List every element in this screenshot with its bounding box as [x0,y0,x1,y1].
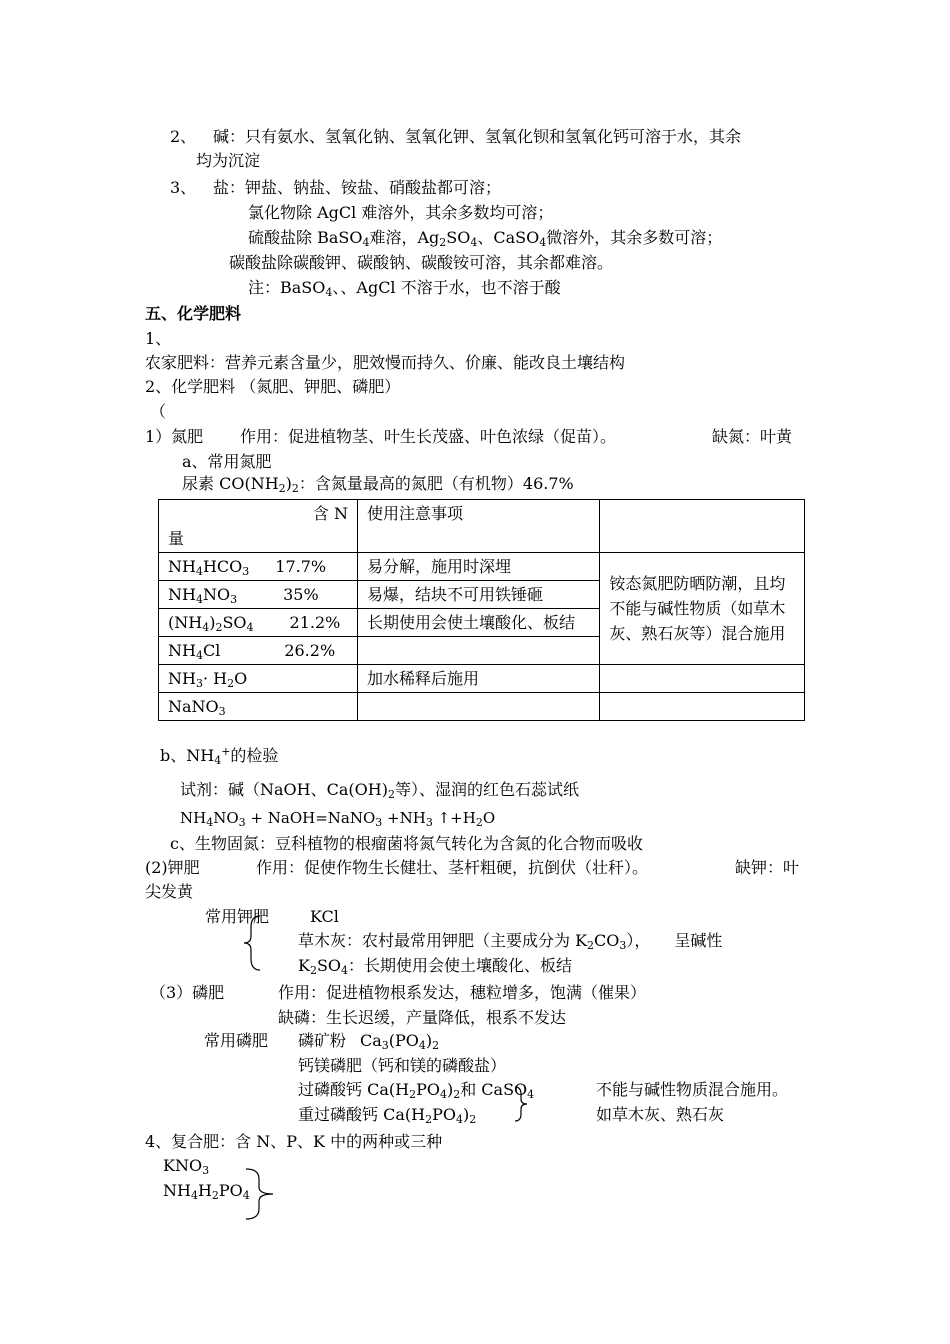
nitrogen-effect: 作用：促进植物茎、叶生长茂盛、叶色浓绿（促苗）。 [240,427,617,446]
table-head-blank [600,500,805,553]
chemical-fertilizer-line: 2、化学肥料 （氮肥、钾肥、磷肥） [145,377,401,396]
common-potassium-label: 常用钾肥 [205,907,270,926]
carbonate-line: 碳酸盐除碳酸钾、碳酸钠、碳酸铵可溶，其余都难溶。 [229,253,614,272]
base-solubility-line-cont: 均为沉淀 [196,151,261,170]
item1-number: 1、 [145,329,172,348]
compound-brace [243,1166,277,1222]
ammonium-test-reagent: 试剂：碱（NaOH、$Ca(OH)_2$等）、湿润的红色石蕊试纸 [180,780,579,801]
table-row: NaNO$_3$ [159,693,805,721]
insoluble-note: 注：BaSO$_4$、、AgCl 不溶于水，也不溶于酸 [248,278,561,299]
phosphorus-warning: 不能与碱性物质混合施用。 [596,1080,789,1099]
superphosphate-line: 过磷酸钙 $Ca(H_2PO_4)_2$和 CaSO$_4$ [298,1080,535,1101]
phosphorus-deficiency: 缺磷：生长迟缓，产量降低，根系不发达 [278,1008,567,1027]
farm-manure-line: 农家肥料：营养元素含量少，肥效慢而持久、价廉、能改良土壤结构 [145,353,626,372]
phosphorus-title: （3）磷肥 [150,983,225,1002]
bio-fixation-line: c、生物固氮：豆科植物的根瘤菌将氮气转化为含氮的化合物而吸收 [170,834,643,853]
table-head-notes: 使用注意事项 [357,500,599,553]
phosphorus-warning-example: 如草木灰、熟石灰 [596,1105,725,1124]
nitrogen-title: 1）氮肥 [145,427,204,446]
table-head-content: 含 N 量 [159,500,358,553]
k2so4-line: $K_2SO_4$：长期使用会使土壤酸化、板结 [298,956,573,977]
nitrogen-fertilizer-table [158,499,805,721]
salt-item-number: 3、 [170,178,197,197]
nh4h2po4-label: $NH_4H_2PO_4$ [163,1181,250,1202]
common-nitrogen-label: a、常用氮肥 [182,452,272,471]
section-heading: 五、化学肥料 [145,304,242,323]
phosphorus-brace [512,1085,530,1123]
common-phosphorus-label: 常用磷肥 [204,1031,269,1050]
ca-mg-phosphate-line: 钙镁磷肥（钙和镁的磷酸盐） [298,1056,507,1075]
chloride-line: 氯化物除 AgCl 难溶外，其余多数均可溶； [248,203,554,222]
triple-superphosphate-line: 重过磷酸钙 $Ca(H_2PO_4)_2$ [298,1105,477,1126]
table-row: $NH_3\cdot H_2O$ 加水稀释后施用 [159,665,805,693]
kno3-label: $KNO_3$ [163,1156,210,1177]
phosphate-rock-line: 磷矿粉 $Ca_3(PO_4)_2$ [298,1031,440,1052]
potassium-brace [240,914,264,972]
table-row: $NH_4Cl$ 26.2% [159,637,805,665]
open-paren: （ [150,402,167,421]
potassium-effect: 作用：促使作物生长健壮、茎杆粗硬，抗倒伏（壮秆）。 [256,858,649,877]
table-row: $NH_4HCO_3$ 17.7% 易分解，施用时深埋 铵态氮肥防晒防潮，且均不能与碱性物质（如草木灰、熟石灰等）混合施用 [159,553,805,581]
table-header-row [159,500,805,553]
table-row: $(NH_4)_2SO_4$ 21.2% 长期使用会使土壤酸化、板结 [159,609,805,637]
ammonium-test-title: b、$NH_4^+$的检验 [160,745,279,767]
ammonium-merged-note: 铵态氮肥防晒防潮，且均不能与碱性物质（如草木灰、熟石灰等）混合施用 [600,553,805,665]
kcl-label: KCl [310,907,339,926]
potassium-deficiency: 缺钾：叶 [735,858,800,877]
wood-ash-line: 草木灰：农村最常用钾肥（主要成分为 $K_2CO_3$）， 呈碱性 [298,931,723,952]
salt-solubility-line: 盐：钾盐、钠盐、铵盐、硝酸盐都可溶； [213,178,502,197]
potassium-deficiency-cont: 尖发黄 [145,882,194,901]
base-item-number: 2、 [170,127,197,146]
base-solubility-line: 碱：只有氨水、氢氧化钠、氢氧化钾、氢氧化钡和氢氧化钙可溶于水，其余 [213,127,742,146]
urea-line: 尿素 $CO(NH_2)_2$：含氮量最高的氮肥（有机物）46.7% [182,474,574,495]
phosphorus-effect: 作用：促进植物根系发达，穗粒增多，饱满（催果） [278,983,647,1002]
nitrogen-deficiency: 缺氮：叶黄 [712,427,793,446]
ammonium-test-equation: $NH_4NO_3$ + NaOH=NaNO$_3$ $+NH_3$ $↑+H_2O$ [180,809,496,829]
potassium-title: (2)钾肥 [145,858,200,877]
sulfate-line: 硫酸盐除 BaSO$_4$难溶，$Ag_2SO_4$、CaSO$_4$微溶外，其余多数可溶； [248,228,723,249]
table-row: $NH_4NO_3$ 35% 易爆，结块不可用铁锤砸 [159,581,805,609]
compound-fertilizer-title: 4、复合肥：含 N、P、K 中的两种或三种 [145,1132,443,1151]
